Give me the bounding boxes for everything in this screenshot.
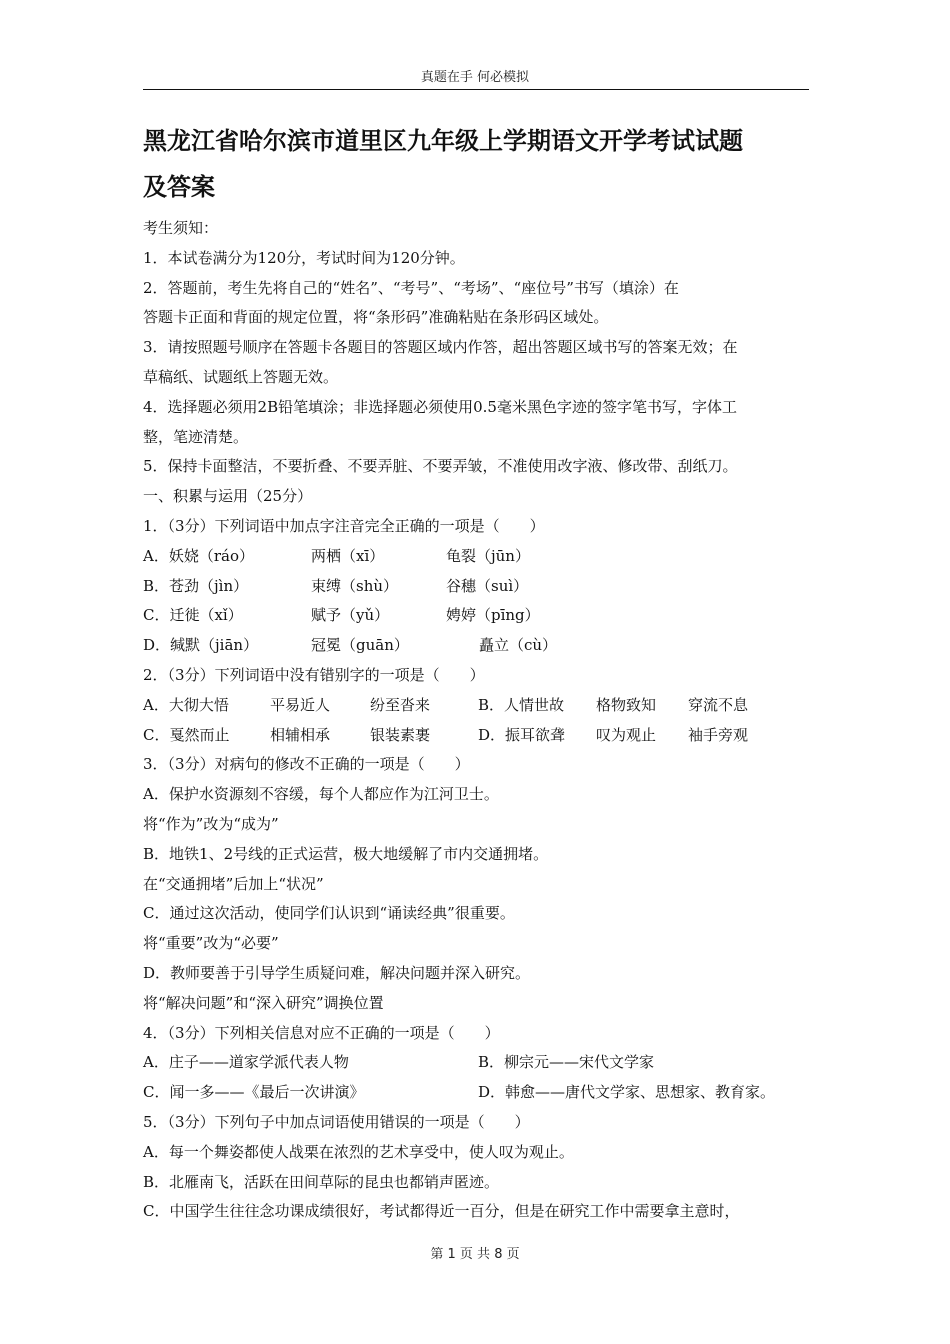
option-item: C．闻一多——《最后一次讲演》 <box>143 1083 365 1102</box>
notes-item: 草稿纸、试题纸上答题无效。 <box>143 367 339 386</box>
option-item: 相辅相承 <box>270 725 331 744</box>
question-5-line: C．中国学生往往念功课成绩很好，考试都得近一百分，但是在研究工作中需要拿主意时， <box>143 1202 740 1221</box>
title-line-2: 及答案 <box>143 173 215 201</box>
option-item: 穿流不息 <box>688 695 749 714</box>
question-5-line: A．每一个舞姿都使人战栗在浓烈的艺术享受中，使人叹为观止。 <box>143 1142 574 1161</box>
question-2-option-row <box>143 691 813 721</box>
option-item: A．庄子——道家学派代表人物 <box>143 1053 349 1072</box>
option-item: B．人情世故 <box>478 695 565 714</box>
question-1-option-row <box>143 542 813 572</box>
notes-item: 整，笔迹清楚。 <box>143 427 249 446</box>
question-3-line: 将“解决问题”和“深入研究”调换位置 <box>143 993 384 1012</box>
page-header: 真题在手 何必模拟 <box>420 70 530 85</box>
option-item: 袖手旁观 <box>688 725 749 744</box>
document-title <box>143 118 813 210</box>
notes-item: 1．本试卷满分为120分，考试时间为120分钟。 <box>143 248 465 267</box>
question-4-stem: 4．（3分）下列相关信息对应不正确的一项是（ ） <box>143 1023 500 1042</box>
option-item: 龟裂（jūn） <box>446 546 530 565</box>
question-1-stem: 1．（3分）下列词语中加点字注音完全正确的一项是（ ） <box>143 516 545 535</box>
option-item: 矗立（cù） <box>479 636 558 655</box>
option-item: 谷穗（suì） <box>446 576 529 595</box>
notes-item: 2．答题前，考生先将自己的“姓名”、“考号”、“考场”、“座位号”书写（填涂）在 <box>143 278 679 297</box>
notes-item: 4．选择题必须用2B铅笔填涂；非选择题必须使用0.5毫米黑色字迹的签字笔书写，字体工 <box>143 397 737 416</box>
question-4-option-row <box>143 1078 813 1108</box>
option-item: C．戛然而止 <box>143 725 230 744</box>
question-1-option-row <box>143 601 813 631</box>
question-5-line: B．北雁南飞，活跃在田间草际的昆虫也都销声匿迹。 <box>143 1172 500 1191</box>
option-item: 赋予（yǔ） <box>311 606 390 625</box>
question-1-option-row <box>143 572 813 602</box>
notes-heading: 考生须知： <box>143 219 219 237</box>
option-item: 束缚（shù） <box>311 576 399 595</box>
notes-item: 答题卡正面和背面的规定位置，将“条形码”准确粘贴在条形码区域处。 <box>143 308 609 327</box>
option-item: D．韩愈——唐代文学家、思想家、教育家。 <box>478 1083 776 1102</box>
page-footer: 第 1 页 共 8 页 <box>430 1247 520 1262</box>
option-item: 叹为观止 <box>596 725 657 744</box>
title-line-1: 黑龙江省哈尔滨市道里区九年级上学期语文开学考试试题 <box>143 127 743 155</box>
option-item: D．振耳欲聋 <box>478 725 566 744</box>
notes-item: 5．保持卡面整洁，不要折叠、不要弄脏、不要弄皱，不准使用改字液、修改带、刮纸刀。 <box>143 457 738 476</box>
option-item: 格物致知 <box>596 695 657 714</box>
question-3-line: D．教师要善于引导学生质疑问难，解决问题并深入研究。 <box>143 963 531 982</box>
option-item: A．大彻大悟 <box>143 695 229 714</box>
option-item: D．缄默（jiān） <box>143 636 259 655</box>
section-heading: 一、积累与运用（25分） <box>143 487 313 506</box>
question-3-line: C．通过这次活动，使同学们认识到“诵读经典”很重要。 <box>143 904 515 923</box>
question-3-line: 将“重要”改为“必要” <box>143 934 279 953</box>
header-divider <box>143 89 809 90</box>
question-3-line: 将“作为”改为“成为” <box>143 814 279 833</box>
question-3-line: B．地铁1、2号线的正式运营，极大地缓解了市内交通拥堵。 <box>143 844 549 863</box>
question-3-line: 在“交通拥堵”后加上“状况” <box>143 874 324 893</box>
question-3-line: A．保护水资源刻不容缓，每个人都应作为江河卫士。 <box>143 785 499 804</box>
question-1-option-row <box>143 631 813 661</box>
option-item: 娉婷（pīng） <box>446 606 540 625</box>
option-item: 纷至沓来 <box>370 695 431 714</box>
option-item: C．迁徙（xǐ） <box>143 606 243 625</box>
question-3-stem: 3．（3分）对病句的修改不正确的一项是（ ） <box>143 755 470 774</box>
notes-item: 3．请按照题号顺序在答题卡各题目的答题区域内作答，超出答题区域书写的答案无效；在 <box>143 338 738 357</box>
option-item: 冠冕（guān） <box>311 636 409 655</box>
exam-body <box>143 214 813 1227</box>
option-item: B．苍劲（jìn） <box>143 576 249 595</box>
question-5-stem: 5．（3分）下列句子中加点词语使用错误的一项是（ ） <box>143 1112 530 1131</box>
question-4-option-row <box>143 1048 813 1078</box>
option-item: A．妖娆（ráo） <box>143 546 254 565</box>
option-item: B．柳宗元——宋代文学家 <box>478 1053 655 1072</box>
option-item: 平易近人 <box>270 695 331 714</box>
question-2-option-row <box>143 721 813 751</box>
option-item: 银装素裹 <box>370 725 431 744</box>
question-2-stem: 2．（3分）下列词语中没有错别字的一项是（ ） <box>143 665 485 684</box>
option-item: 两栖（xī） <box>311 546 385 565</box>
